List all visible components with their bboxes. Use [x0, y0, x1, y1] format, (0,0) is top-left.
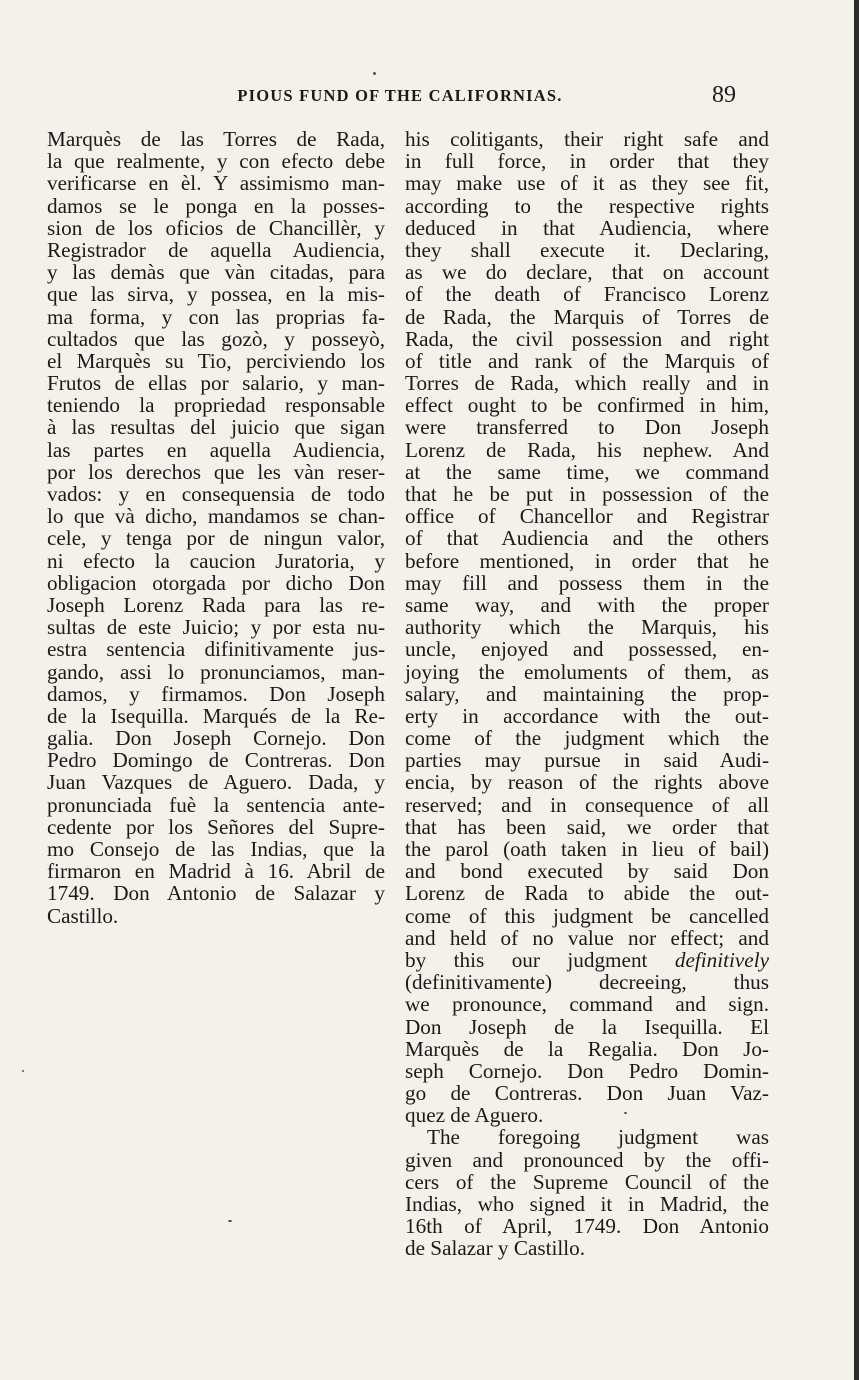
right-line: uncle, enjoyed and possessed, en- [405, 637, 769, 662]
left-line: cedente por los Señores del Supre- [47, 814, 385, 839]
left-line: damos, y firmamos. Don Joseph [47, 681, 385, 706]
left-line: Marquès de las Torres de Rada, [47, 127, 385, 151]
left-column [47, 128, 385, 927]
left-line: ni efecto la caucion Juratoria, y [47, 548, 385, 573]
right-line: according to the respective rights [405, 193, 769, 218]
left-line: 1749. Don Antonio de Salazar y [47, 881, 385, 906]
right-line: of the death of Francisco Lorenz [405, 282, 769, 307]
left-line: gando, assi lo pronunciamos, man- [47, 659, 385, 684]
right-line: the parol (oath taken in lieu of bail) [405, 837, 769, 861]
left-line: Registrador de aquella Audiencia, [47, 237, 385, 262]
right-line: effect ought to be confirmed in him, [405, 393, 769, 418]
left-line: Frutos de ellas por salario, y man- [47, 371, 385, 396]
right-line: parties may pursue in said Audi- [405, 748, 769, 773]
right-line-text: by this our judgment [405, 947, 675, 972]
left-line: mo Consejo de las Indias, que la [47, 837, 385, 861]
right-line: de Rada, the Marquis of Torres de [405, 304, 769, 329]
right-line: Marquès de la Regalia. Don Jo- [405, 1036, 769, 1061]
right-line: deduced in that Audiencia, where [405, 215, 769, 240]
right-line: they shall execute it. Declaring, [405, 237, 769, 262]
left-line: por los derechos que les vàn reser- [47, 459, 385, 484]
right-column [405, 128, 769, 1260]
left-line: sultas de este Juicio; y por esta nu- [47, 615, 385, 640]
ink-speck [22, 1070, 24, 1072]
left-line: Joseph Lorenz Rada para las re- [47, 592, 385, 617]
left-line: galia. Don Joseph Cornejo. Don [47, 726, 385, 751]
right-line: (definitivamente) decreeing, thus [405, 970, 769, 995]
right-line: before mentioned, in order that he [405, 548, 769, 573]
right-line: and bond executed by said Don [405, 859, 769, 884]
left-line: lo que và dicho, mandamos se chan- [47, 504, 385, 529]
right-line: may make use of it as they see fit, [405, 171, 769, 196]
right-line: same way, and with the proper [405, 592, 769, 617]
right-line: as we do declare, that on account [405, 260, 769, 285]
right-line: Indias, who signed it in Madrid, the [405, 1192, 769, 1216]
right-line: of that Audiencia and the others [405, 526, 769, 551]
right-line: Rada, the civil possession and right [405, 326, 769, 351]
right-line: seph Cornejo. Don Pedro Domin- [405, 1058, 769, 1083]
right-line: erty in accordance with the out- [405, 703, 769, 728]
right-line: his colitigants, their right safe and [405, 127, 769, 151]
page-edge [854, 0, 859, 1380]
left-line: las partes en aquella Audiencia, [47, 437, 385, 462]
right-line: given and pronounced by the offi- [405, 1147, 769, 1172]
ink-speck [624, 1112, 627, 1114]
right-line: authority which the Marquis, his [405, 615, 769, 640]
ink-speck [373, 72, 376, 75]
right-line: come of this judgment be cancelled [405, 903, 769, 928]
right-line: in full force, in order that they [405, 149, 769, 174]
right-line: salary, and maintaining the prop- [405, 681, 769, 706]
left-line: cultados que las gozò, y posseyò, [47, 326, 385, 351]
left-line: vados: y en consequensia de todo [47, 482, 385, 506]
running-title: PIOUS FUND OF THE CALIFORNIAS. [237, 86, 563, 105]
left-line: Juan Vazques de Aguero. Dada, y [47, 770, 385, 795]
left-line: cele, y tenga por de ningun valor, [47, 526, 385, 551]
left-line: verificarse en èl. Y assimismo man- [47, 171, 385, 196]
right-line: Lorenz de Rada to abide the out- [405, 881, 769, 906]
left-line: y las demàs que vàn citadas, para [47, 260, 385, 285]
ink-speck [228, 1220, 232, 1222]
left-line: que las sirva, y possea, en la mis- [47, 282, 385, 307]
right-line: come of the judgment which the [405, 726, 769, 751]
page-number: 89 [712, 82, 736, 108]
left-line: de la Isequilla. Marqués de la Re- [47, 703, 385, 728]
right-line [405, 927, 769, 949]
right-line: Don Joseph de la Isequilla. El [405, 1014, 769, 1039]
left-line: à las resultas del juicio que sigan [47, 415, 385, 440]
right-line: cers of the Supreme Council of the [405, 1169, 769, 1194]
left-line: el Marquès su Tio, perciviendo los [47, 348, 385, 373]
left-line: damos se le ponga en la posses- [47, 193, 385, 218]
right-line: The foregoing judgment was [427, 1125, 769, 1150]
left-line: sion de los oficios de Chancillèr, y [47, 215, 385, 240]
right-line: we pronounce, command and sign. [405, 992, 769, 1017]
left-line: Pedro Domingo de Contreras. Don [47, 748, 385, 773]
right-line: reserved; and in consequence of all [405, 792, 769, 817]
right-line: Lorenz de Rada, his nephew. And [405, 437, 769, 462]
right-line: may fill and possess them in the [405, 570, 769, 595]
right-line: quez de Aguero. [405, 1103, 544, 1128]
right-line: that has been said, we order that [405, 814, 769, 839]
left-line: la que realmente, y con efecto debe [47, 149, 385, 174]
right-line: Torres de Rada, which really and in [405, 371, 769, 396]
right-line: 16th of April, 1749. Don Antonio [405, 1214, 769, 1239]
right-line: office of Chancellor and Registrar [405, 504, 769, 529]
left-line: Castillo. [47, 903, 119, 928]
italic-word: definitively [674, 947, 769, 972]
right-line-text: and held of no value nor effect; and [405, 925, 769, 950]
left-line: ma forma, y con las proprias fa- [47, 304, 385, 329]
right-line: were transferred to Don Joseph [405, 415, 769, 440]
right-line: joying the emoluments of them, as [405, 659, 769, 684]
left-line: pronunciada fuè la sentencia ante- [47, 792, 385, 817]
right-line-with-italic [405, 949, 769, 971]
right-line: that he be put in possession of the [405, 482, 769, 506]
left-line: estra sentencia difinitivamente jus- [47, 637, 385, 662]
left-line: teniendo la propriedad responsable [47, 393, 385, 418]
right-line: at the same time, we command [405, 459, 769, 484]
right-line: go de Contreras. Don Juan Vaz- [405, 1081, 769, 1106]
right-line: encia, by reason of the rights above [405, 770, 769, 795]
right-line: de Salazar y Castillo. [405, 1236, 586, 1261]
left-line: obligacion otorgada por dicho Don [47, 570, 385, 595]
left-line: firmaron en Madrid à 16. Abril de [47, 859, 385, 884]
right-line: of title and rank of the Marquis of [405, 348, 769, 373]
